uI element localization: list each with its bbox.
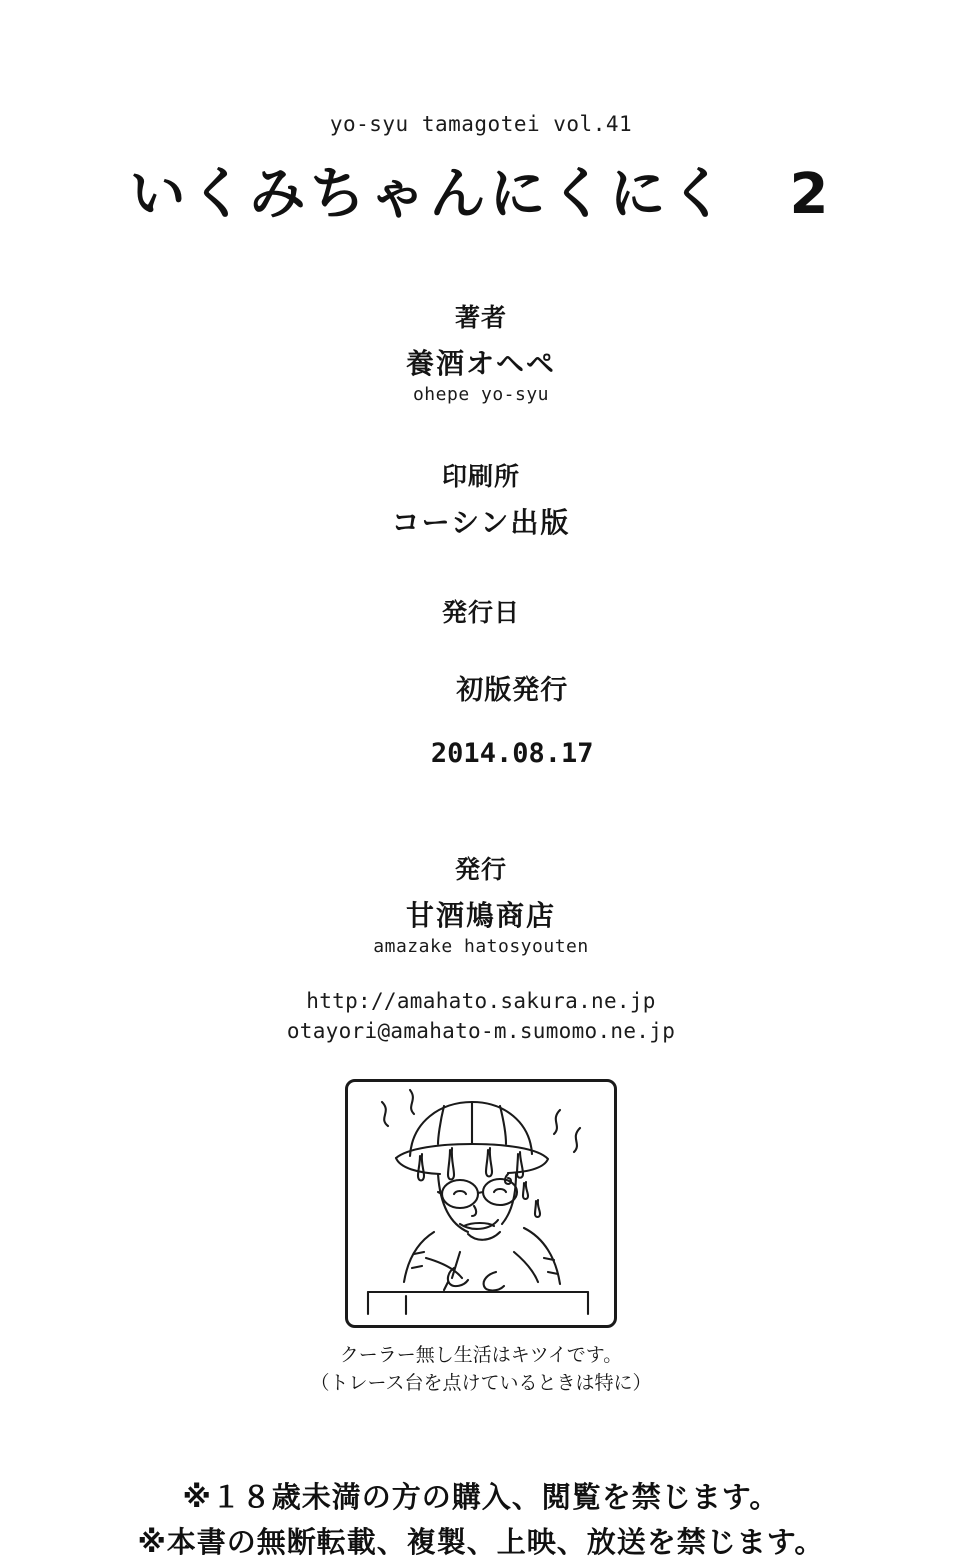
date-section: [0, 593, 962, 800]
email-address[interactable]: otayori@amahato-m.sumomo.ne.jp: [286, 1019, 676, 1043]
author-section: [0, 298, 962, 405]
publisher-section: [0, 850, 962, 957]
contact-section: [0, 989, 962, 1043]
printer-name: コーシン出版: [391, 506, 571, 539]
website-url[interactable]: http://amahato.sakura.ne.jp: [306, 989, 656, 1013]
date-row: [0, 637, 962, 800]
author-name: 養酒オヘペ: [405, 347, 556, 380]
notice-age-restriction: ※１８歳未満の方の購入、閲覧を禁じます。: [182, 1480, 780, 1515]
author-label: 著者: [454, 303, 507, 332]
publisher-name: 甘酒鳩商店: [405, 899, 556, 932]
illustration-frame: [345, 1079, 617, 1328]
publisher-label: 発行: [454, 855, 507, 884]
notice-copyright: ※本書の無断転載、複製、上映、放送を禁じます。: [137, 1525, 825, 1560]
notices-section: [0, 1475, 962, 1565]
printer-section: [0, 457, 962, 541]
page-title: いくみちゃんにくにく 2: [129, 162, 833, 227]
illustration-wrapper: [0, 1079, 962, 1328]
sweating-person-at-desk-icon: [348, 1082, 608, 1319]
publication-date: 2014.08.17: [430, 738, 594, 769]
colophon-page: [0, 112, 962, 1560]
date-label: 発行日: [441, 598, 520, 627]
illustration-caption: [0, 1342, 962, 1397]
caption-line-2: （トレース台を点けているときは特に）: [310, 1371, 652, 1394]
publisher-romaji: amazake hatosyouten: [373, 936, 589, 957]
series-line: yo-syu tamagotei vol.41: [329, 112, 633, 136]
edition-label: 初版発行: [456, 675, 569, 706]
author-romaji: ohepe yo-syu: [412, 384, 550, 405]
caption-line-1: クーラー無し生活はキツイです。: [339, 1344, 623, 1366]
printer-label: 印刷所: [441, 462, 520, 491]
